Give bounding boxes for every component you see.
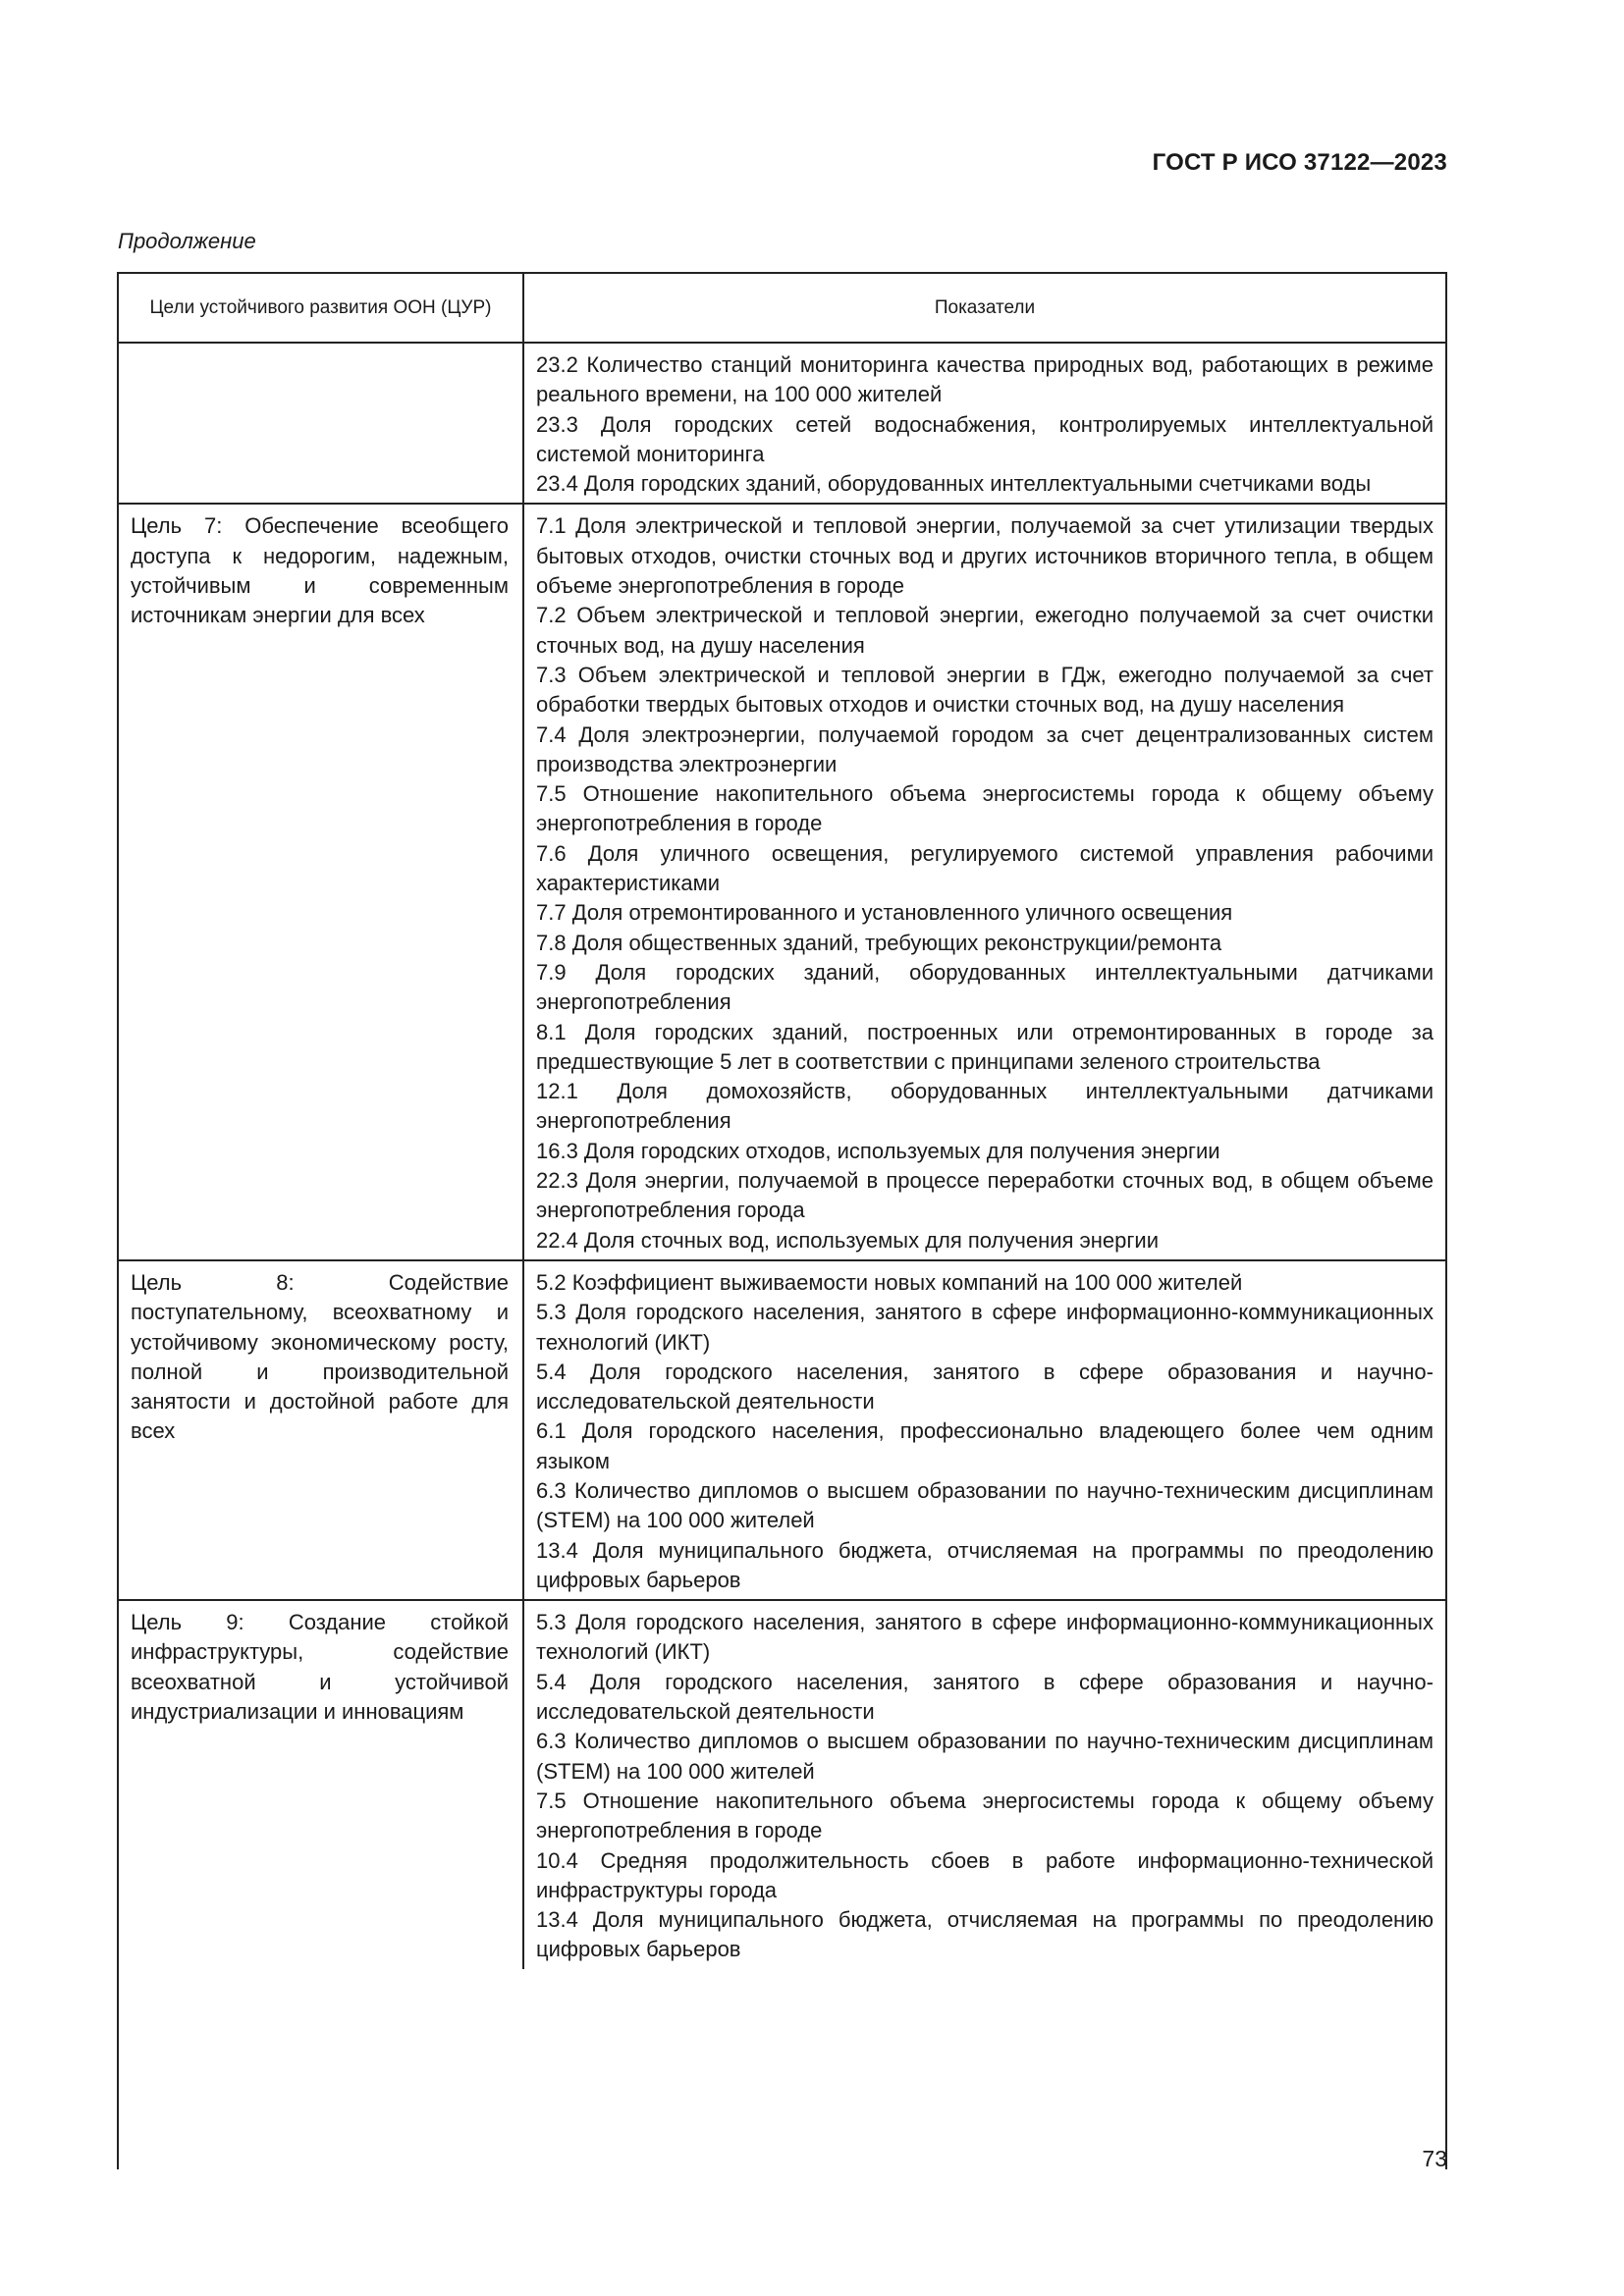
indicator-item: 7.9 Доля городских зданий, оборудованных интеллектуальными датчиками энергопотребления: [536, 959, 1434, 1015]
table-row: [119, 1600, 1445, 1969]
indicators-table: [117, 272, 1447, 2169]
indicator-item: 7.1 Доля электрической и тепловой энергии, получаемой за счет утилизации твердых бытовых отходов, очистки сточных вод и других источников вторичного тепла, в общем объеме энергопотребления в городе: [536, 513, 1434, 599]
indicator-item: 7.4 Доля электроэнергии, получаемой городом за счет децентрализованных систем производства электроэнергии: [536, 721, 1434, 776]
indicator-item: 12.1 Доля домохозяйств, оборудованных интеллектуальными датчиками энергопотребления: [536, 1079, 1434, 1134]
indicators-cell: [523, 1260, 1445, 1600]
indicators-cell: [523, 1600, 1445, 1969]
indicator-item: 7.5 Отношение накопительного объема энергосистемы города к общему объему энергопотребления в городе: [536, 781, 1434, 836]
indicator-item: 6.3 Количество дипломов о высшем образовании по научно-техническим дисциплинам (STEM) на 100 000 жителей: [536, 1477, 1434, 1533]
indicator-item: 7.5 Отношение накопительного объема энергосистемы города к общему объему энергопотребления в городе: [536, 1788, 1434, 1843]
indicator-item: 6.1 Доля городского населения, профессионально владеющего более чем одним языком: [536, 1418, 1434, 1473]
indicator-item: 6.3 Количество дипломов о высшем образовании по научно-техническим дисциплинам (STEM) на 100 000 жителей: [536, 1729, 1434, 1784]
indicator-item: 10.4 Средняя продолжительность сбоев в работе информационно-технической инфраструктуры города: [536, 1847, 1434, 1902]
header-indicators: Показатели: [523, 274, 1445, 343]
page-number: 73: [1422, 2146, 1447, 2171]
header-goals: Цели устойчивого развития ООН (ЦУР): [119, 274, 523, 343]
indicator-item: 23.3 Доля городских сетей водоснабжения, контролируемых интеллектуальной системой мониторинга: [536, 411, 1434, 466]
indicator-item: 7.3 Объем электрической и тепловой энергии в ГДж, ежегодно получаемой за счет обработки твердых бытовых отходов и очистки сточных вод, на душу населения: [536, 662, 1434, 718]
indicators-cell: [523, 504, 1445, 1259]
indicator-item: 22.4 Доля сточных вод, используемых для получения энергии: [536, 1227, 1160, 1253]
document-id: ГОСТ Р ИСО 37122—2023: [1152, 149, 1447, 176]
indicator-item: 7.6 Доля уличного освещения, регулируемого системой управления рабочими характеристиками: [536, 840, 1434, 896]
goal-cell: Цель 9: Создание стойкой инфраструктуры, содействие всеохватной и устойчивой индустриализации и инновациям: [119, 1600, 523, 1969]
goal-cell: Цель 7: Обеспечение всеобщего доступа к недорогим, надежным, устойчивым и современным источникам энергии для всех: [119, 504, 523, 1259]
indicator-item: 8.1 Доля городских зданий, построенных или отремонтированных в городе за предшествующие 5 лет в соответствии с принципами зеленого строительства: [536, 1019, 1434, 1074]
indicator-item: 23.4 Доля городских зданий, оборудованных интеллектуальными счетчиками воды: [536, 471, 1372, 497]
indicator-item: 13.4 Доля муниципального бюджета, отчисляемая на программы по преодолению цифровых барьеров: [536, 1907, 1434, 1962]
indicators-cell: [523, 343, 1445, 504]
continuation-label: Продолжение: [118, 229, 256, 253]
indicator-item: 5.3 Доля городского населения, занятого в сфере информационно-коммуникационных технологий (ИКТ): [536, 1610, 1434, 1665]
goal-cell: [119, 343, 523, 504]
indicator-item: 7.7 Доля отремонтированного и установленного уличного освещения: [536, 900, 1233, 926]
indicator-item: 16.3 Доля городских отходов, используемых для получения энергии: [536, 1138, 1220, 1163]
table-row: [119, 343, 1445, 504]
table-header-row: [119, 274, 1445, 343]
indicator-item: 5.3 Доля городского населения, занятого в сфере информационно-коммуникационных технологий (ИКТ): [536, 1300, 1434, 1355]
indicator-item: 5.4 Доля городского населения, занятого в сфере образования и научно-исследовательской деятельности: [536, 1669, 1434, 1725]
indicator-item: 5.4 Доля городского населения, занятого в сфере образования и научно-исследовательской деятельности: [536, 1359, 1434, 1415]
table-row: [119, 504, 1445, 1259]
indicator-item: 13.4 Доля муниципального бюджета, отчисляемая на программы по преодолению цифровых барьеров: [536, 1537, 1434, 1592]
indicator-item: 7.2 Объем электрической и тепловой энергии, ежегодно получаемой за счет очистки сточных вод, на душу населения: [536, 603, 1434, 658]
indicator-item: 7.8 Доля общественных зданий, требующих реконструкции/ремонта: [536, 930, 1222, 955]
indicator-item: 5.2 Коэффициент выживаемости новых компаний на 100 000 жителей: [536, 1269, 1243, 1295]
indicator-item: 23.2 Количество станций мониторинга качества природных вод, работающих в режиме реального времени, на 100 000 жителей: [536, 352, 1434, 407]
indicator-item: 22.3 Доля энергии, получаемой в процессе переработки сточных вод, в общем объеме энергопотребления города: [536, 1168, 1434, 1223]
table-row: [119, 1260, 1445, 1600]
goal-cell: Цель 8: Содействие поступательному, всеохватному и устойчивому экономическому росту, полной и производительной занятости и достойной работе для всех: [119, 1260, 523, 1600]
